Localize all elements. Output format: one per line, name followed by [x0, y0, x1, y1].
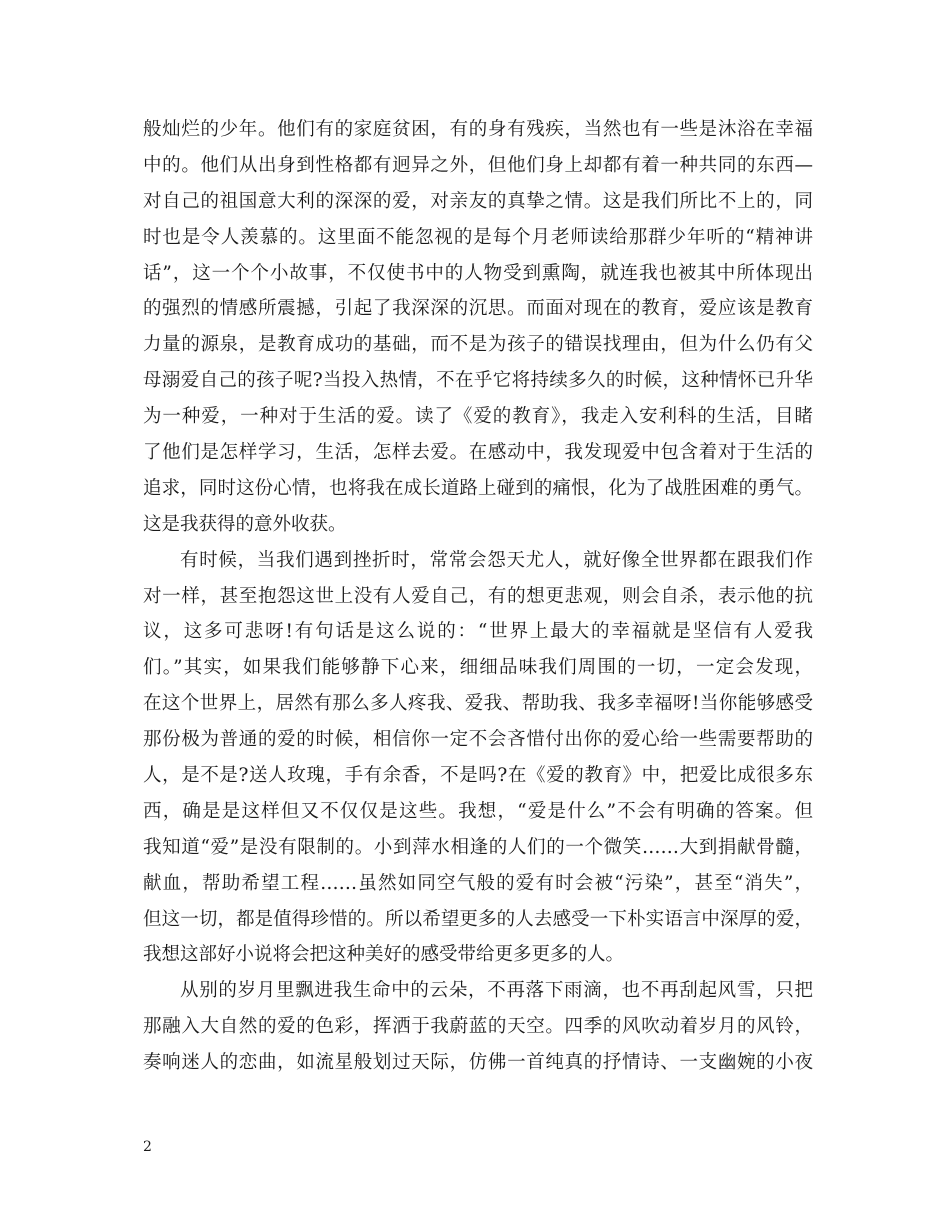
text-line: 对一样，甚至抱怨这世上没有人爱自己，有的想更悲观，则会自杀，表示他的抗	[143, 585, 813, 607]
text-line: 了他们是怎样学习，生活，怎样去爱。在感动中，我发现爱中包含着对于生活的	[143, 442, 813, 464]
text-line: 力量的源泉，是教育成功的基础，而不是为孩子的错误找理由，但为什么仍有父	[143, 334, 813, 356]
paragraph-end-line: 这是我获得的意外收获。	[143, 513, 347, 535]
page-number: 2	[143, 1139, 152, 1155]
text-line: 献血，帮助希望工程……虽然如同空气般的爱有时会被“污染”，甚至“消失”，	[143, 872, 813, 894]
text-line: 但这一切，都是值得珍惜的。所以希望更多的人去感受一下朴实语言中深厚的爱，	[143, 908, 813, 930]
text-line: 那融入大自然的爱的色彩，挥洒于我蔚蓝的天空。四季的风吹动着岁月的风铃，	[143, 1016, 813, 1038]
text-line: 时也是令人羡慕的。这里面不能忽视的是每个月老师读给那群少年听的“精神讲	[143, 226, 813, 248]
text-line: 那份极为普通的爱的时候，相信你一定不会吝惜付出你的爱心给一些需要帮助的	[143, 729, 813, 751]
text-line: 我知道“爱”是没有限制的。小到萍水相逢的人们的一个微笑……大到捐献骨髓，	[143, 836, 813, 858]
paragraph-end-line: 我想这部好小说将会把这种美好的感受带给更多更多的人。	[143, 944, 625, 966]
text-line: 母溺爱自己的孩子呢?当投入热情，不在乎它将持续多久的时候，这种情怀已升华	[143, 370, 813, 392]
text-line: 般灿烂的少年。他们有的家庭贫困，有的身有残疾，当然也有一些是沐浴在幸福	[143, 119, 813, 140]
text-line: 对自己的祖国意大利的深深的爱，对亲友的真挚之情。这是我们所比不上的，同	[143, 190, 813, 212]
text-line: 议，这多可悲呀!有句话是这么说的：“世界上最大的幸福就是坚信有人爱我	[143, 621, 813, 643]
text-line: 中的。他们从出身到性格都有迥异之外，但他们身上却都有着一种共同的东西—	[143, 154, 813, 176]
text-line: 在这个世界上，居然有那么多人疼我、爱我、帮助我、我多幸福呀!当你能够感受	[143, 693, 813, 715]
text-line: 西，确是是这样但又不仅仅是这些。我想，“爱是什么”不会有明确的答案。但	[143, 800, 813, 822]
text-line: 追求，同时这份心情，也将我在成长道路上碰到的痛恨，化为了战胜困难的勇气。	[143, 477, 813, 499]
text-line: 的强烈的情感所震撼，引起了我深深的沉思。而面对现在的教育，爱应该是教育	[143, 298, 813, 320]
text-line: 人，是不是?送人玫瑰，手有余香，不是吗?在《爱的教育》中，把爱比成很多东	[143, 765, 813, 787]
text-line: 为一种爱，一种对于生活的爱。读了《爱的教育》，我走入安利科的生活，目睹	[143, 406, 813, 428]
text-line: 话”，这一个个小故事，不仅使书中的人物受到熏陶，就连我也被其中所体现出	[143, 262, 813, 284]
paragraph-start-line: 从别的岁月里飘进我生命中的云朵，不再落下雨滴，也不再刮起风雪，只把	[180, 980, 813, 1002]
body-text	[143, 112, 813, 1081]
text-line: 奏响迷人的恋曲，如流星般划过天际，仿佛一首纯真的抒情诗、一支幽婉的小夜	[143, 1052, 813, 1074]
paragraph-start-line: 有时候，当我们遇到挫折时，常常会怨天尤人，就好像全世界都在跟我们作	[180, 549, 813, 571]
text-line: 们。”其实，如果我们能够静下心来，细细品味我们周围的一切，一定会发现，	[143, 657, 813, 679]
